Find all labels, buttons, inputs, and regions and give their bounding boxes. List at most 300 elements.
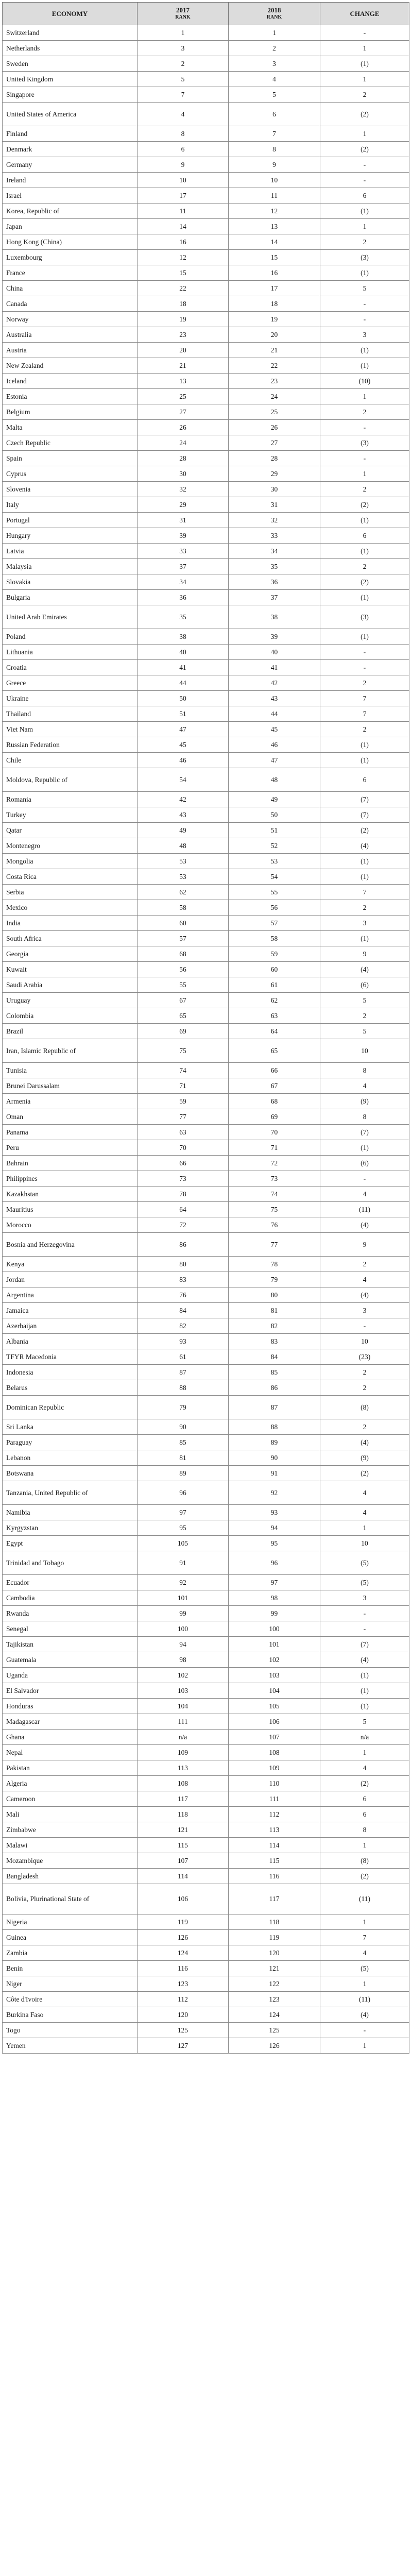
table-row	[3, 1776, 409, 1791]
table-row	[3, 1590, 409, 1606]
rank-2017-cell: 70	[138, 1140, 229, 1156]
table-row	[3, 1217, 409, 1233]
rank-2018-cell: 117	[229, 1884, 320, 1914]
economy-cell: Switzerland	[3, 25, 138, 41]
economy-cell: Algeria	[3, 1776, 138, 1791]
table-row	[3, 142, 409, 157]
economy-cell: Russian Federation	[3, 737, 138, 753]
rank-2017-cell: 127	[138, 2038, 229, 2054]
rank-2018-cell: 54	[229, 869, 320, 885]
table-row	[3, 1930, 409, 1945]
change-cell: (1)	[320, 56, 409, 72]
rank-2017-cell: 87	[138, 1365, 229, 1380]
rank-2018-cell: 73	[229, 1171, 320, 1187]
economy-cell: Costa Rica	[3, 869, 138, 885]
table-row	[3, 1668, 409, 1683]
economy-cell: Zambia	[3, 1945, 138, 1961]
table-row	[3, 513, 409, 528]
rank-2018-cell: 87	[229, 1396, 320, 1419]
change-cell: 6	[320, 528, 409, 544]
rank-2017-cell: 4	[138, 103, 229, 126]
rank-2017-cell: 42	[138, 792, 229, 807]
table-row	[3, 962, 409, 977]
change-cell: (4)	[320, 838, 409, 854]
rank-2018-cell: 50	[229, 807, 320, 823]
economy-cell: Yemen	[3, 2038, 138, 2054]
economy-cell: Azerbaijan	[3, 1318, 138, 1334]
table-row	[3, 25, 409, 41]
rank-2018-cell: 126	[229, 2038, 320, 2054]
rank-2017-cell: 85	[138, 1435, 229, 1450]
rank-2018-cell: 47	[229, 753, 320, 768]
rank-2018-cell: 123	[229, 1992, 320, 2007]
table-row	[3, 188, 409, 204]
change-cell: (4)	[320, 1435, 409, 1450]
rank-2018-cell: 34	[229, 544, 320, 559]
change-cell: (5)	[320, 1575, 409, 1590]
table-row	[3, 1078, 409, 1094]
rank-2017-cell: 49	[138, 823, 229, 838]
change-cell: 10	[320, 1536, 409, 1551]
economy-cell: Cyprus	[3, 466, 138, 482]
table-row	[3, 590, 409, 605]
rank-2017-cell: 98	[138, 1652, 229, 1668]
header-2017-year: 2017	[176, 6, 190, 14]
rank-2017-cell: 92	[138, 1575, 229, 1590]
table-row	[3, 706, 409, 722]
table-row	[3, 327, 409, 343]
rank-2017-cell: 106	[138, 1884, 229, 1914]
rank-2018-cell: 21	[229, 343, 320, 358]
change-cell: -	[320, 645, 409, 660]
table-row	[3, 1435, 409, 1450]
rank-2018-cell: 106	[229, 1714, 320, 1730]
change-cell: 4	[320, 1760, 409, 1776]
rank-2017-cell: 31	[138, 513, 229, 528]
change-cell: 2	[320, 1380, 409, 1396]
change-cell: 6	[320, 768, 409, 792]
change-cell: (2)	[320, 1776, 409, 1791]
change-cell: -	[320, 420, 409, 435]
table-row	[3, 544, 409, 559]
rank-2018-cell: 15	[229, 250, 320, 265]
rank-2018-cell: 115	[229, 1853, 320, 1869]
rank-2018-cell: 4	[229, 72, 320, 87]
change-cell: 6	[320, 1807, 409, 1822]
economy-cell: Dominican Republic	[3, 1396, 138, 1419]
economy-cell: Spain	[3, 451, 138, 466]
rank-2017-cell: 63	[138, 1125, 229, 1140]
economy-cell: Peru	[3, 1140, 138, 1156]
economy-cell: Belgium	[3, 404, 138, 420]
table-row	[3, 1807, 409, 1822]
change-cell: 4	[320, 1078, 409, 1094]
rank-2017-cell: 60	[138, 916, 229, 931]
rank-2018-cell: 6	[229, 103, 320, 126]
table-row	[3, 1505, 409, 1520]
rank-2017-cell: 112	[138, 1992, 229, 2007]
header-2017-rank	[138, 3, 229, 25]
table-row	[3, 2007, 409, 2023]
rank-2018-cell: 30	[229, 482, 320, 497]
change-cell: n/a	[320, 1730, 409, 1745]
table-row	[3, 1760, 409, 1776]
rank-2017-cell: 11	[138, 204, 229, 219]
table-row	[3, 2038, 409, 2054]
table-row	[3, 358, 409, 374]
change-cell: 4	[320, 1272, 409, 1287]
table-row	[3, 645, 409, 660]
rank-2018-cell: 113	[229, 1822, 320, 1838]
rank-2017-cell: 24	[138, 435, 229, 451]
table-row	[3, 1318, 409, 1334]
economy-cell: Greece	[3, 675, 138, 691]
change-cell: 8	[320, 1822, 409, 1838]
change-cell: (4)	[320, 1217, 409, 1233]
economy-cell: Lebanon	[3, 1450, 138, 1466]
economy-cell: Thailand	[3, 706, 138, 722]
table-row	[3, 1419, 409, 1435]
table-row	[3, 1396, 409, 1419]
change-cell: 2	[320, 482, 409, 497]
rank-2017-cell: 78	[138, 1187, 229, 1202]
rank-2017-cell: 2	[138, 56, 229, 72]
table-row	[3, 691, 409, 706]
table-row	[3, 173, 409, 188]
change-cell: 5	[320, 993, 409, 1008]
rank-2017-cell: 6	[138, 142, 229, 157]
economy-cell: Israel	[3, 188, 138, 204]
table-row	[3, 1171, 409, 1187]
change-cell: (1)	[320, 931, 409, 946]
rank-2017-cell: 35	[138, 605, 229, 629]
economy-cell: Portugal	[3, 513, 138, 528]
change-cell: (1)	[320, 1668, 409, 1683]
economy-cell: Cameroon	[3, 1791, 138, 1807]
rank-2018-cell: 109	[229, 1760, 320, 1776]
rank-2018-cell: 17	[229, 281, 320, 296]
change-cell: -	[320, 1621, 409, 1637]
change-cell: (3)	[320, 250, 409, 265]
rank-2017-cell: 71	[138, 1078, 229, 1094]
rank-2018-cell: 52	[229, 838, 320, 854]
table-row	[3, 1287, 409, 1303]
rank-2018-cell: 45	[229, 722, 320, 737]
rank-2018-cell: 13	[229, 219, 320, 234]
rank-2018-cell: 99	[229, 1606, 320, 1621]
table-row	[3, 1233, 409, 1257]
change-cell: 3	[320, 916, 409, 931]
rank-2017-cell: 21	[138, 358, 229, 374]
rank-2017-cell: 72	[138, 1217, 229, 1233]
economy-cell: Australia	[3, 327, 138, 343]
table-row	[3, 1481, 409, 1505]
rank-2018-cell: 71	[229, 1140, 320, 1156]
rank-2017-cell: 10	[138, 173, 229, 188]
table-row	[3, 869, 409, 885]
economy-cell: Madagascar	[3, 1714, 138, 1730]
rank-2017-cell: 55	[138, 977, 229, 993]
rank-2017-cell: 117	[138, 1791, 229, 1807]
economy-cell: Jamaica	[3, 1303, 138, 1318]
change-cell: (9)	[320, 1450, 409, 1466]
rank-2017-cell: 46	[138, 753, 229, 768]
rank-2017-cell: 109	[138, 1745, 229, 1760]
change-cell: 1	[320, 1745, 409, 1760]
economy-cell: Singapore	[3, 87, 138, 103]
change-cell: 2	[320, 559, 409, 574]
table-row	[3, 265, 409, 281]
change-cell: (6)	[320, 977, 409, 993]
rank-2017-cell: 121	[138, 1822, 229, 1838]
rank-2017-cell: 22	[138, 281, 229, 296]
change-cell: 4	[320, 1481, 409, 1505]
economy-cell: Poland	[3, 629, 138, 645]
economy-cell: Netherlands	[3, 41, 138, 56]
rank-2017-cell: 73	[138, 1171, 229, 1187]
economy-cell: Serbia	[3, 885, 138, 900]
rank-2017-cell: 91	[138, 1551, 229, 1575]
rank-2017-cell: 43	[138, 807, 229, 823]
rank-2018-cell: 64	[229, 1024, 320, 1039]
rank-2018-cell: 69	[229, 1109, 320, 1125]
economy-cell: United States of America	[3, 103, 138, 126]
table-row	[3, 497, 409, 513]
economy-cell: Bangladesh	[3, 1869, 138, 1884]
table-row	[3, 1551, 409, 1575]
economy-cell: Botswana	[3, 1466, 138, 1481]
rank-2018-cell: 9	[229, 157, 320, 173]
rank-2017-cell: 66	[138, 1156, 229, 1171]
rank-2017-cell: 64	[138, 1202, 229, 1217]
economy-cell: Lithuania	[3, 645, 138, 660]
rank-2017-cell: 100	[138, 1621, 229, 1637]
change-cell: -	[320, 173, 409, 188]
rank-2018-cell: 72	[229, 1156, 320, 1171]
economy-cell: Côte d'Ivoire	[3, 1992, 138, 2007]
economy-cell: Uruguay	[3, 993, 138, 1008]
change-cell: 1	[320, 1520, 409, 1536]
change-cell: 1	[320, 1914, 409, 1930]
change-cell: (1)	[320, 737, 409, 753]
economy-cell: Malaysia	[3, 559, 138, 574]
change-cell: -	[320, 1606, 409, 1621]
change-cell: 1	[320, 1838, 409, 1853]
rank-2018-cell: 39	[229, 629, 320, 645]
economy-cell: Tunisia	[3, 1063, 138, 1078]
rank-2017-cell: 14	[138, 219, 229, 234]
table-row	[3, 675, 409, 691]
economy-cell: Ghana	[3, 1730, 138, 1745]
table-row	[3, 854, 409, 869]
rank-2017-cell: 20	[138, 343, 229, 358]
economy-cell: Indonesia	[3, 1365, 138, 1380]
rank-2018-cell: 79	[229, 1272, 320, 1287]
table-row	[3, 1914, 409, 1930]
rank-2018-cell: 38	[229, 605, 320, 629]
table-row	[3, 343, 409, 358]
rank-2017-cell: 40	[138, 645, 229, 660]
change-cell: 2	[320, 675, 409, 691]
economy-cell: Georgia	[3, 946, 138, 962]
change-cell: (4)	[320, 2007, 409, 2023]
economy-cell: Kazakhstan	[3, 1187, 138, 1202]
table-row	[3, 1637, 409, 1652]
rank-2018-cell: 51	[229, 823, 320, 838]
change-cell: 3	[320, 1303, 409, 1318]
economy-cell: Turkey	[3, 807, 138, 823]
change-cell: -	[320, 296, 409, 312]
table-row	[3, 1976, 409, 1992]
economy-cell: Sri Lanka	[3, 1419, 138, 1435]
change-cell: (1)	[320, 513, 409, 528]
economy-cell: Tajikistan	[3, 1637, 138, 1652]
change-cell: (1)	[320, 1683, 409, 1699]
change-cell: (8)	[320, 1396, 409, 1419]
table-row	[3, 87, 409, 103]
table-row	[3, 1303, 409, 1318]
rank-2017-cell: 67	[138, 993, 229, 1008]
rank-2017-cell: 61	[138, 1349, 229, 1365]
rank-2018-cell: 23	[229, 374, 320, 389]
rank-2017-cell: 41	[138, 660, 229, 675]
rank-2017-cell: 53	[138, 854, 229, 869]
change-cell: -	[320, 1171, 409, 1187]
rank-2018-cell: 3	[229, 56, 320, 72]
table-row	[3, 1606, 409, 1621]
rank-2017-cell: 36	[138, 590, 229, 605]
economy-cell: Denmark	[3, 142, 138, 157]
table-row	[3, 72, 409, 87]
rank-2017-cell: 37	[138, 559, 229, 574]
rank-2018-cell: 121	[229, 1961, 320, 1976]
rank-2018-cell: 40	[229, 645, 320, 660]
economy-cell: Niger	[3, 1976, 138, 1992]
rank-2018-cell: 118	[229, 1914, 320, 1930]
rank-2018-cell: 83	[229, 1334, 320, 1349]
economy-cell: Guinea	[3, 1930, 138, 1945]
rank-2017-cell: 80	[138, 1257, 229, 1272]
change-cell: 7	[320, 691, 409, 706]
table-row	[3, 1125, 409, 1140]
rank-2018-cell: 35	[229, 559, 320, 574]
rank-2018-cell: 85	[229, 1365, 320, 1380]
rank-2018-cell: 92	[229, 1481, 320, 1505]
economy-cell: Bolivia, Plurinational State of	[3, 1884, 138, 1914]
rank-2017-cell: 119	[138, 1914, 229, 1930]
rank-2018-cell: 37	[229, 590, 320, 605]
change-cell: 2	[320, 1419, 409, 1435]
change-cell: (10)	[320, 374, 409, 389]
economy-cell: Mauritius	[3, 1202, 138, 1217]
table-row	[3, 312, 409, 327]
table-row	[3, 1140, 409, 1156]
economy-cell: Canada	[3, 296, 138, 312]
economy-cell: Kyrgyzstan	[3, 1520, 138, 1536]
change-cell: (4)	[320, 1287, 409, 1303]
rank-2017-cell: 102	[138, 1668, 229, 1683]
rank-2017-cell: 76	[138, 1287, 229, 1303]
rank-2017-cell: 116	[138, 1961, 229, 1976]
rank-2018-cell: 42	[229, 675, 320, 691]
change-cell: 10	[320, 1334, 409, 1349]
table-row	[3, 281, 409, 296]
economy-cell: Trinidad and Tobago	[3, 1551, 138, 1575]
rank-2018-cell: 119	[229, 1930, 320, 1945]
economy-cell: Mexico	[3, 900, 138, 916]
change-cell: 1	[320, 389, 409, 404]
change-cell: 1	[320, 41, 409, 56]
rank-2018-cell: 108	[229, 1745, 320, 1760]
change-cell: (1)	[320, 343, 409, 358]
table-row	[3, 1365, 409, 1380]
table-row	[3, 389, 409, 404]
rank-2018-cell: 10	[229, 173, 320, 188]
change-cell: 1	[320, 126, 409, 142]
rank-2018-cell: 75	[229, 1202, 320, 1217]
rank-2018-cell: 61	[229, 977, 320, 993]
table-row	[3, 660, 409, 675]
rank-2018-cell: 27	[229, 435, 320, 451]
rank-2018-cell: 77	[229, 1233, 320, 1257]
economy-cell: Malta	[3, 420, 138, 435]
change-cell: (1)	[320, 854, 409, 869]
table-row	[3, 1450, 409, 1466]
change-cell: -	[320, 660, 409, 675]
economy-cell: Sweden	[3, 56, 138, 72]
rank-2017-cell: 56	[138, 962, 229, 977]
rank-2017-cell: 27	[138, 404, 229, 420]
economy-cell: Bahrain	[3, 1156, 138, 1171]
rank-2018-cell: 14	[229, 234, 320, 250]
change-cell: 2	[320, 1365, 409, 1380]
economy-cell: Morocco	[3, 1217, 138, 1233]
rank-2017-cell: 97	[138, 1505, 229, 1520]
table-row	[3, 1380, 409, 1396]
rank-2018-cell: 86	[229, 1380, 320, 1396]
rank-2018-cell: 110	[229, 1776, 320, 1791]
rank-2017-cell: 44	[138, 675, 229, 691]
change-cell: 4	[320, 1187, 409, 1202]
change-cell: -	[320, 1318, 409, 1334]
change-cell: 2	[320, 87, 409, 103]
table-row	[3, 722, 409, 737]
table-row	[3, 420, 409, 435]
change-cell: (2)	[320, 574, 409, 590]
table-row	[3, 1652, 409, 1668]
rank-2018-cell: 80	[229, 1287, 320, 1303]
change-cell: 2	[320, 234, 409, 250]
change-cell: (1)	[320, 1140, 409, 1156]
rank-2017-cell: 7	[138, 87, 229, 103]
change-cell: 4	[320, 1945, 409, 1961]
rank-2018-cell: 57	[229, 916, 320, 931]
rank-2017-cell: 120	[138, 2007, 229, 2023]
change-cell: 3	[320, 327, 409, 343]
rank-2017-cell: 111	[138, 1714, 229, 1730]
table-row	[3, 916, 409, 931]
change-cell: 8	[320, 1109, 409, 1125]
economy-cell: Kenya	[3, 1257, 138, 1272]
change-cell: 1	[320, 72, 409, 87]
table-row	[3, 1869, 409, 1884]
rank-2018-cell: 90	[229, 1450, 320, 1466]
economy-cell: Burkina Faso	[3, 2007, 138, 2023]
rank-2018-cell: 59	[229, 946, 320, 962]
rank-2017-cell: 45	[138, 737, 229, 753]
rank-2018-cell: 25	[229, 404, 320, 420]
header-economy-label: ECONOMY	[52, 9, 88, 18]
